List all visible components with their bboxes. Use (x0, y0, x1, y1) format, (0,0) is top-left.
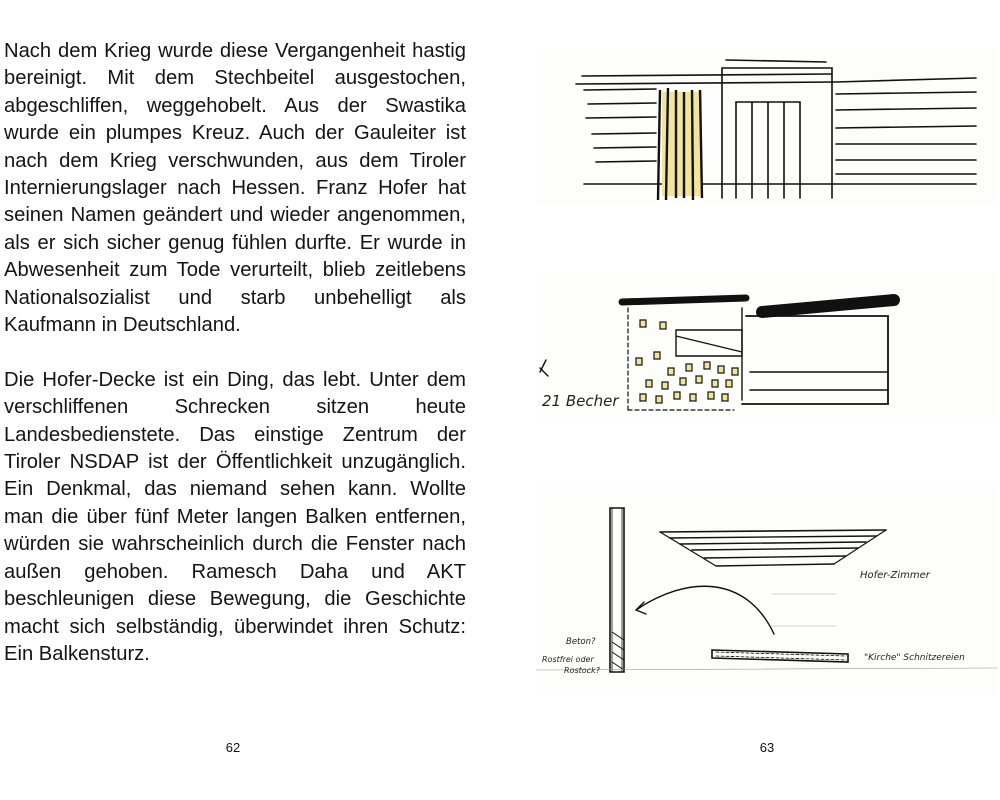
cup (654, 352, 660, 359)
cup (718, 366, 724, 373)
cup (646, 380, 652, 387)
sketch-1-line (586, 117, 656, 118)
cup (732, 368, 738, 375)
rostock-label-2: Rostock? (564, 666, 600, 675)
rostock-label-1: Rostfrei oder (542, 655, 594, 664)
page-number-right: 63 (759, 740, 775, 755)
cup (656, 396, 662, 403)
cups-section-sketch (536, 272, 998, 418)
cup (660, 322, 666, 329)
cup (640, 320, 646, 327)
cup (680, 378, 686, 385)
cup (674, 392, 680, 399)
cup (662, 382, 668, 389)
cup (690, 394, 696, 401)
sketch-1-line (588, 103, 656, 104)
sketch-1-line (592, 133, 656, 134)
cup (640, 394, 646, 401)
beton-label: Beton? (566, 637, 596, 647)
cup (726, 380, 732, 387)
room-label: Hofer-Zimmer (860, 570, 930, 581)
sketch-1-line (594, 147, 656, 148)
sketch-1-line (596, 161, 656, 162)
ceiling-elevation-sketch (536, 48, 998, 204)
cup (636, 358, 642, 365)
page-number-left: 62 (225, 740, 241, 755)
cup (704, 362, 710, 369)
cup (722, 394, 728, 401)
hatched-ceiling-left (622, 298, 746, 302)
body-text (4, 38, 466, 668)
cup (686, 364, 692, 371)
cups-label: 21 Becher (542, 392, 619, 410)
right-page (500, 0, 1000, 800)
cup (708, 392, 714, 399)
paragraph-1: Nach dem Krieg wurde diese Vergangenheit hastig bereinigt. Mit dem Stechbeitel ausgestochen, abgeschliffen, weggehobelt. Aus der Swastika wurde ein plumpes Kreuz. Auch der Gauleiter ist nach dem Krieg verschwunden, aus dem Tiroler Internierungslager nach Hessen. Franz Hofer hat seinen Namen geändert und wieder angenommen, als er sich sicher genug fühlen durfte. Er wurde in Abwesenheit zum Tode verurteilt, blieb zeitlebens Nationalsozialist und starb unbehelligt als Kaufmann in Deutschland. (4, 40, 466, 337)
beam-fall-sketch (536, 486, 998, 696)
highlighted-beams (658, 88, 702, 200)
cup (712, 380, 718, 387)
sketch-3-paper (536, 486, 998, 696)
kirche-label: "Kirche" Schnitzereien (864, 653, 965, 663)
cup (696, 376, 702, 383)
sketch-1-line (584, 89, 656, 90)
cup (668, 368, 674, 375)
paragraph-2: Die Hofer-Decke ist ein Ding, das lebt. Unter dem verschliffenen Schrecken sitzen heute Landesbedienstete. Das einstige Zentrum der Tiroler NSDAP ist der Öffentlichkeit unzugänglich. Ein Denkmal, das niemand sehen kann. Wollte man die über fünf Meter langen Balken entfernen, würden sie wahrscheinlich durch die Fenster nach außen gehoben. Ramesch Daha und AKT beschleunigen diese Bewegung, die Geschichte macht sich selbständig, überwindet ihren Schutz: Ein Balkensturz. (4, 368, 466, 665)
